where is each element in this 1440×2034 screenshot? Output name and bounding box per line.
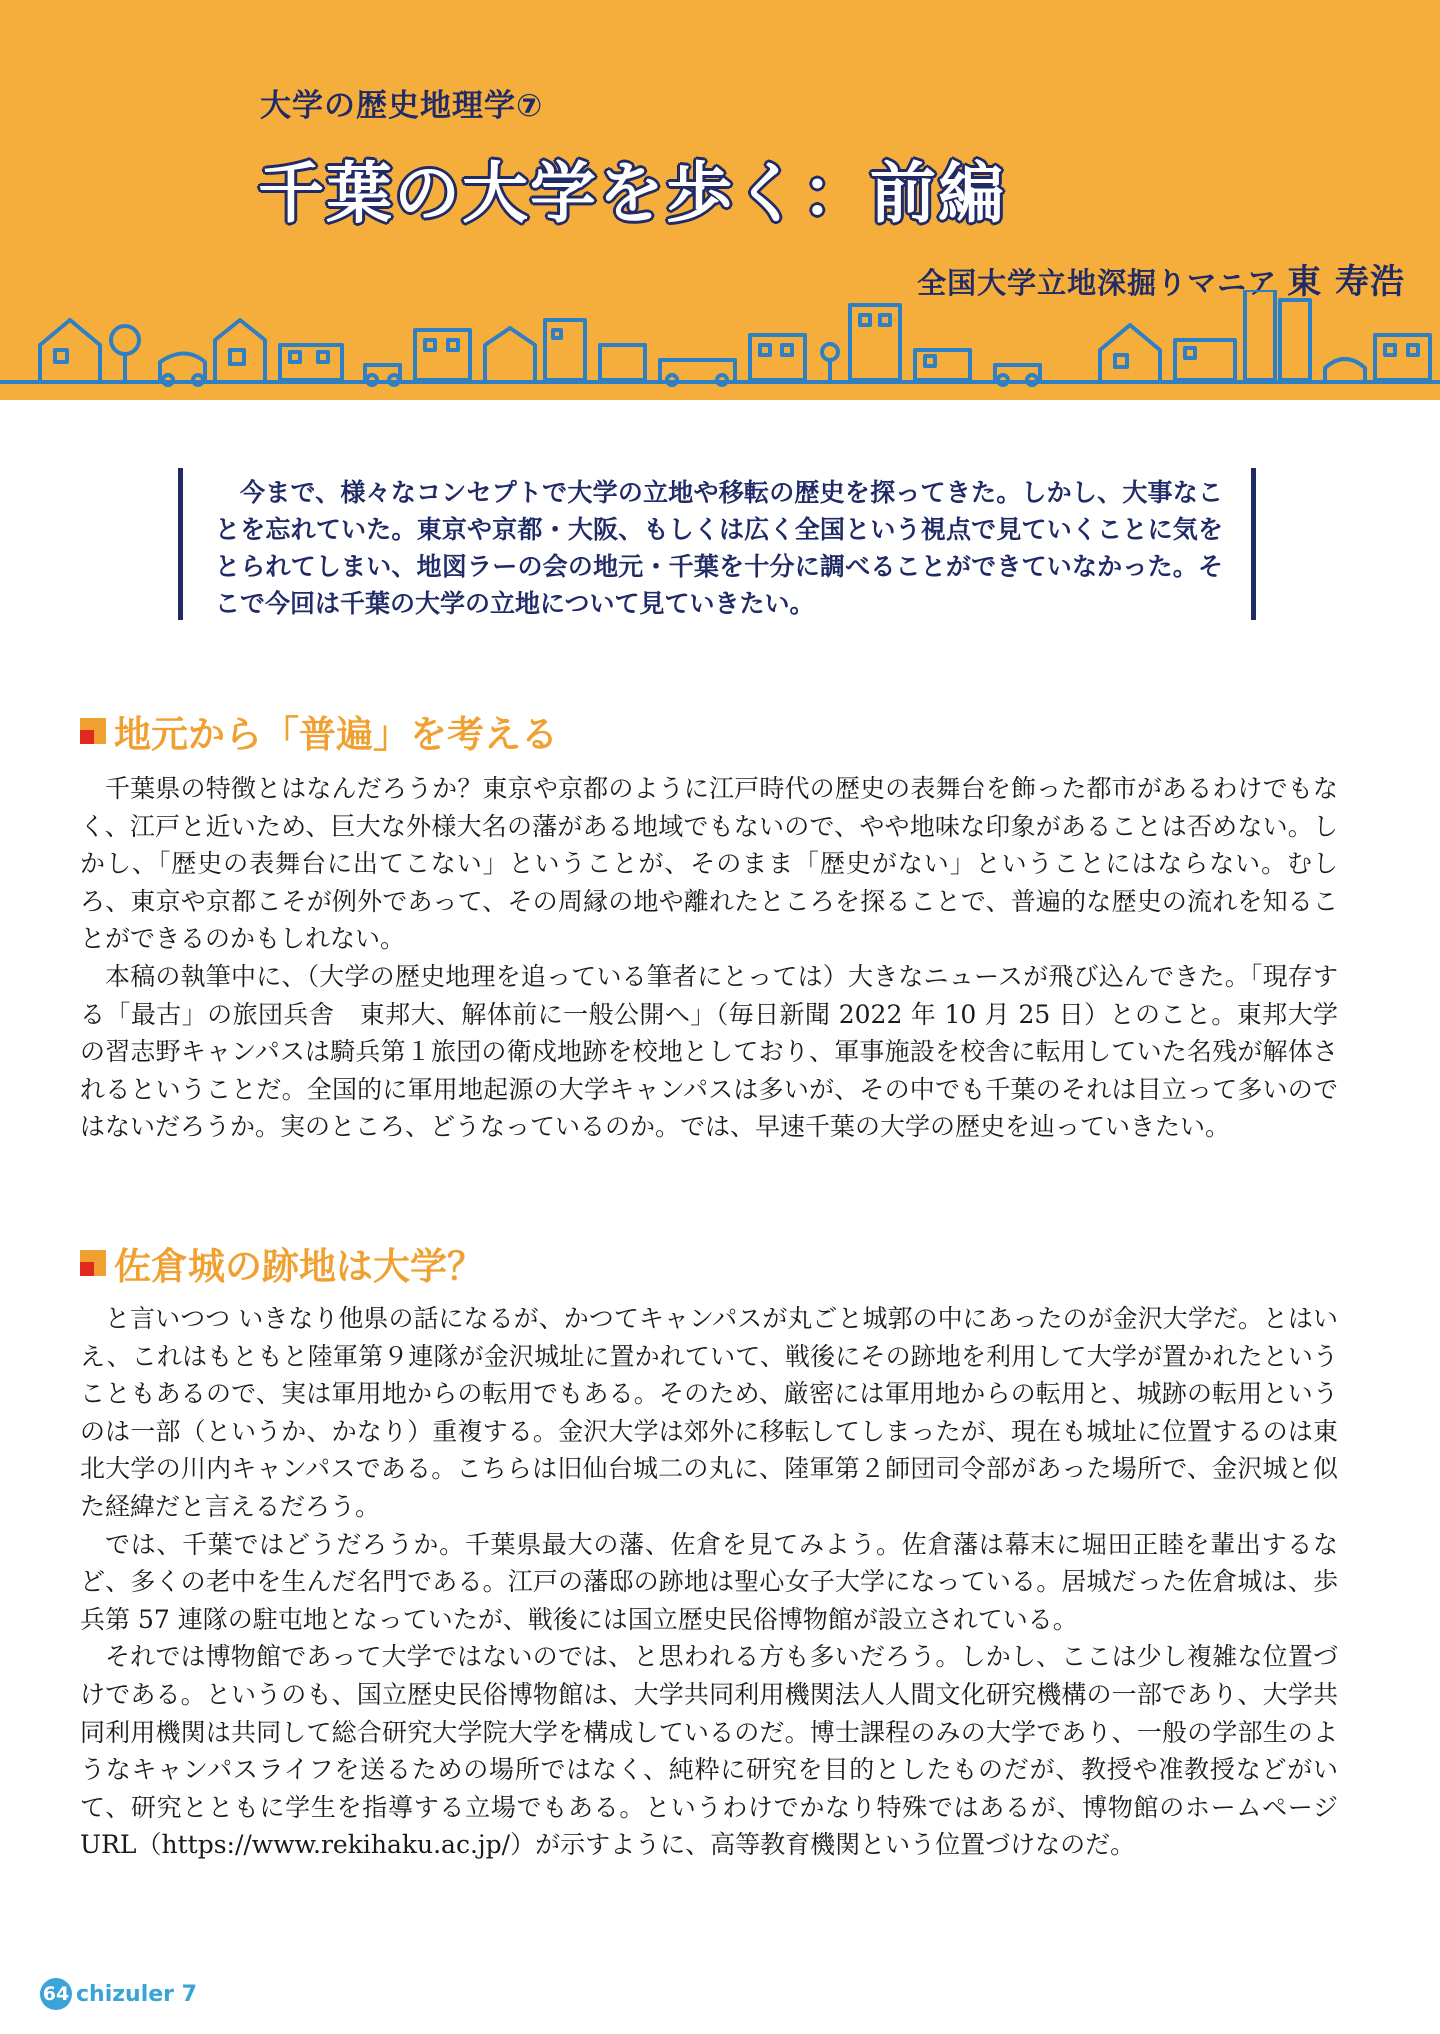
- section-heading-2-text: 佐倉城の跡地は大学？: [114, 1245, 484, 1288]
- page-footer: [40, 1978, 197, 2010]
- paragraph: 本稿の執筆中に、（大学の歴史地理を追っている筆者にとっては）大きなニュースが飛び込んできた。「現存する「最古」の旅団兵舎 東邦大、解体前に一般公開へ」（毎日新聞 2022 年 10 月 25 日）とのこと。東邦大学の習志野キャンパスは騎兵第１旅団の衛戍地跡を校地としており、軍事施設を校舎に転用していた名残が解体されるということだ。全国的に軍用地起源の大学キャンパスは多いが、その中でも千葉のそれは目立って多いのではないだろうか。実のところ、どうなっているのか。では、早速千葉の大学の歴史を辿っていきたい。: [80, 961, 1338, 1142]
- article-title: 千葉の大学を歩く：前編: [258, 155, 1006, 232]
- lead-text: 今まで、様々なコンセプトで大学の立地や移転の歴史を探ってきた。しかし、大事なことを忘れていた。東京や京都・大阪、もしくは広く全国という視点で見ていくことに気をとられてしまい、地図ラーの会の地元・千葉を十分に調べることができていなかった。そこで今回は千葉の大学の立地について見ていきたい。: [215, 478, 1223, 618]
- magazine-name: chizuler 7: [76, 1981, 197, 2007]
- section-heading-1-text: 地元から「普遍」を考える: [114, 713, 558, 756]
- paragraph: では、千葉ではどうだろうか。千葉県最大の藩、佐倉を見てみよう。佐倉藩は幕末に堀田正睦を輩出するなど、多くの老中を生んだ名門である。江戸の藩邸の跡地は聖心女子大学になっている。居城だった佐倉城は、歩兵第 57 連隊の駐屯地となっていたが、戦後には国立歴史民俗博物館が設立されている。: [80, 1529, 1338, 1634]
- section-2-body: [80, 1300, 1338, 1864]
- header-banner: [0, 0, 1440, 400]
- town-skyline-illustration: [0, 290, 1440, 400]
- page-number: 64: [40, 1978, 72, 2010]
- section-1-body: [80, 770, 1338, 1146]
- section-heading-2: [80, 1236, 484, 1290]
- series-title: 大学の歴史地理学⑦: [260, 88, 544, 124]
- lead-paragraph-box: [178, 468, 1256, 620]
- section-heading-1: [80, 704, 558, 758]
- heading-marker-icon: [80, 1250, 106, 1276]
- paragraph: と言いつつ いきなり他県の話になるが、かつてキャンパスが丸ごと城郭の中にあったのが金沢大学だ。とはいえ、これはもともと陸軍第９連隊が金沢城址に置かれていて、戦後にその跡地を利用して大学が置かれたということもあるので、実は軍用地からの転用でもある。そのため、厳密には軍用地からの転用と、城跡の転用というのは一部（というか、かなり）重複する。金沢大学は郊外に移転してしまったが、現在も城址に位置するのは東北大学の川内キャンパスである。こちらは旧仙台城二の丸に、陸軍第２師団司令部があった場所で、金沢城と似た経緯だと言えるだろう。: [80, 1304, 1338, 1521]
- author-role: 全国大学立地深掘りマニア: [917, 266, 1278, 300]
- paragraph: それでは博物館であって大学ではないのでは、と思われる方も多いだろう。しかし、ここは少し複雑な位置づけである。というのも、国立歴史民俗博物館は、大学共同利用機関法人人間文化研究機構の一部であり、大学共同利用機関は共同して総合研究大学院大学を構成しているのだ。博士課程のみの大学であり、一般の学部生のようなキャンパスライフを送るための場所ではなく、純粋に研究を目的としたものだが、教授や准教授などがいて、研究とともに学生を指導する立場でもある。というわけでかなり特殊ではあるが、博物館のホームページ URL（https://www.rekihaku.ac.jp/）が示すように、高等教育機関という位置づけなのだ。: [80, 1642, 1338, 1860]
- paragraph: 千葉県の特徴とはなんだろうか？東京や京都のように江戸時代の歴史の表舞台を飾った都市があるわけでもなく、江戸と近いため、巨大な外様大名の藩がある地域でもないので、やや地味な印象があることは否めない。しかし、「歴史の表舞台に出てこない」ということが、そのまま「歴史がない」ということにはならない。むしろ、東京や京都こそが例外であって、その周縁の地や離れたところを探ることで、普遍的な歴史の流れを知ることができるのかもしれない。: [80, 774, 1338, 954]
- heading-marker-icon: [80, 718, 106, 744]
- author-name: 東 寿浩: [1287, 262, 1405, 302]
